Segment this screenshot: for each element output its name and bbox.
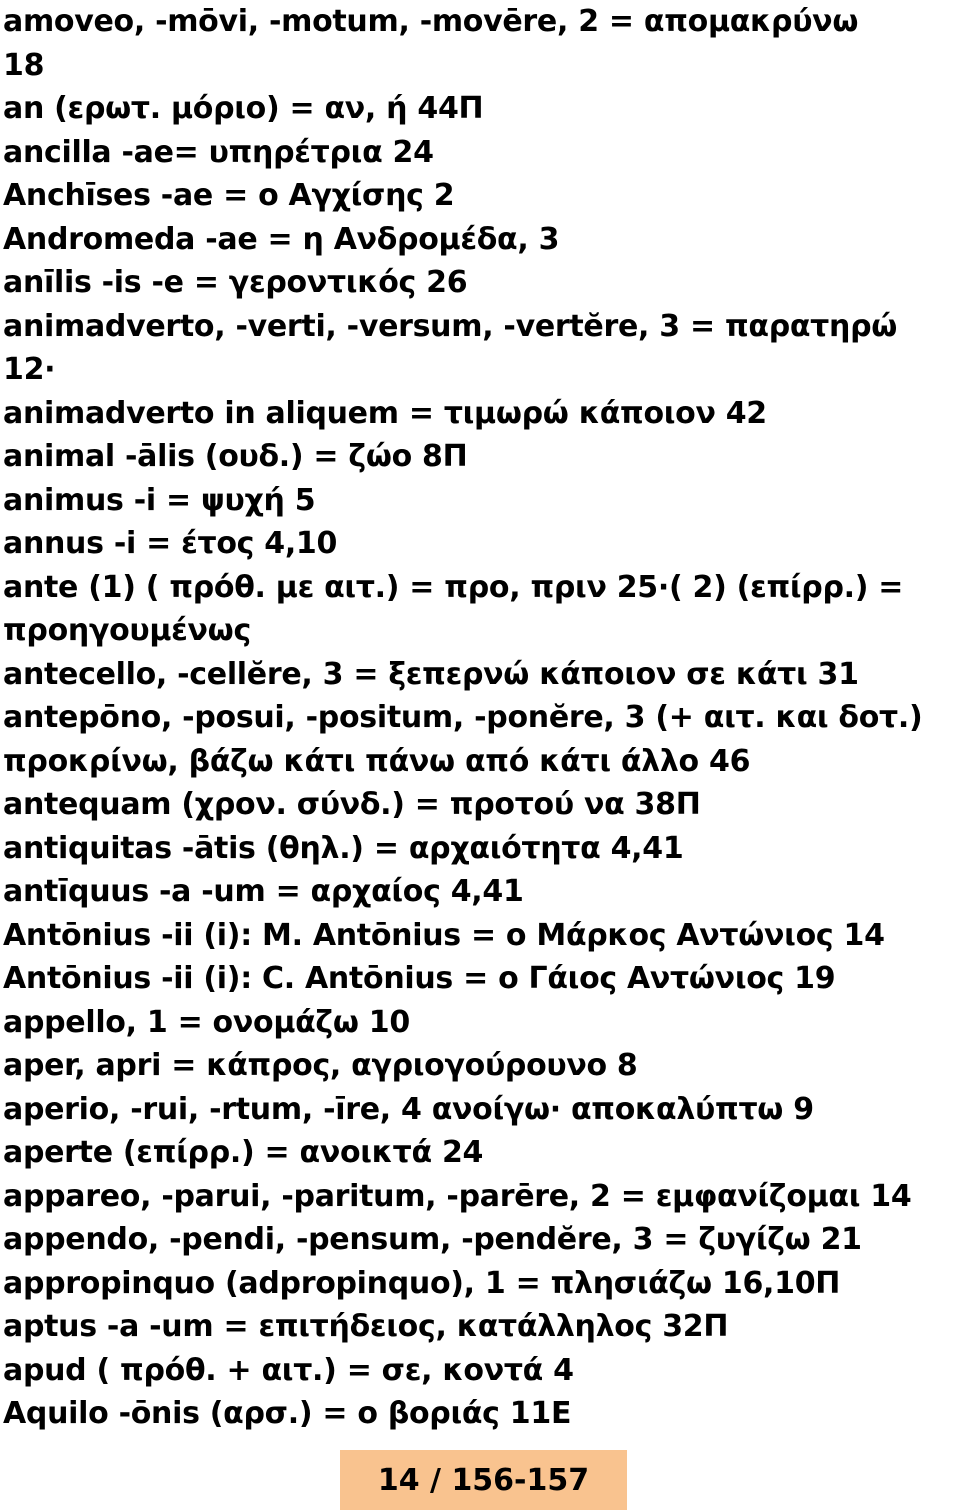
glossary-entry: Aquilo -ōnis (αρσ.) = ο βοριάς 11Ε <box>3 1396 572 1431</box>
glossary-entry: Anchīses -ae = ο Αγχίσης 2 <box>3 178 455 213</box>
glossary-entry: aper, apri = κάπρος, αγριογούρουνο 8 <box>3 1048 638 1083</box>
glossary-entry: animadverto, -verti, -versum, -vertĕre, 3 = παρατηρώ <box>3 308 898 344</box>
glossary-entry: προκρίνω, βάζω κάτι πάνω από κάτι άλλο 46 <box>3 743 751 779</box>
glossary-entry: antepōno, -posui, -positum, -ponĕre, 3 (+ αιτ. και δοτ.) <box>3 700 923 735</box>
glossary-entry: annus -i = έτος 4,10 <box>3 526 338 561</box>
glossary-entry: animus -i = ψυχή 5 <box>3 482 316 518</box>
glossary-entry: 18 <box>3 47 45 83</box>
glossary-entry: aperio, -rui, -rtum, -īre, 4 ανοίγω· αποκαλύπτω 9 <box>3 1091 814 1127</box>
glossary-entry: antecello, -cellĕre, 3 = ξεπερνώ κάποιον σε κάτι 31 <box>3 656 859 692</box>
glossary-entry: antīquus -a -um = αρχαίος 4,41 <box>3 874 524 909</box>
glossary-entry: προηγουμένως <box>3 613 251 648</box>
glossary-entry: Antōnius -ii (i): C. Antōnius = ο Γάιος Αντώνιος 19 <box>3 961 836 996</box>
glossary-entry: animal -ālis (ουδ.) = ζώο 8Π <box>3 439 468 474</box>
glossary-entry: Antōnius -ii (i): M. Antōnius = ο Μάρκος Αντώνιος 14 <box>3 917 885 953</box>
glossary-entry: apud ( πρόθ. + αιτ.) = σε, κοντά 4 <box>3 1352 574 1388</box>
glossary-entry: anīlis -is -e = γεροντικός 26 <box>3 265 468 300</box>
glossary-entry: animadverto in aliquem = τιμωρώ κάποιον 42 <box>3 395 767 431</box>
glossary-entry: aptus -a -um = επιτήδειος, κατάλληλος 32Π <box>3 1309 729 1344</box>
glossary-entry: appendo, -pendi, -pensum, -pendĕre, 3 = ζυγίζω 21 <box>3 1222 862 1257</box>
glossary-entry: Andromeda -ae = η Ανδρομέδα, 3 <box>3 221 560 257</box>
glossary-entry: appareo, -parui, -paritum, -parēre, 2 = εμφανίζομαι 14 <box>3 1178 912 1214</box>
glossary-entry: appello, 1 = ονομάζω 10 <box>3 1004 410 1040</box>
glossary-entry: an (ερωτ. μόριο) = αν, ή 44Π <box>3 91 484 126</box>
glossary-entry: appropinquo (adpropinquo), 1 = πλησιάζω 16,10Π <box>3 1265 841 1301</box>
glossary-entry: amoveo, -mōvi, -motum, -movēre, 2 = απομακρύνω <box>3 4 859 39</box>
page-indicator <box>340 1450 627 1510</box>
glossary-entries <box>3 0 958 1436</box>
page-indicator-label: 14 / 156-157 <box>377 1462 590 1498</box>
glossary-entry: antiquitas -ātis (θηλ.) = αρχαιότητα 4,41 <box>3 830 684 866</box>
glossary-entry: 12· <box>3 352 56 387</box>
glossary-entry: ante (1) ( πρόθ. με αιτ.) = προ, πριν 25·( 2) (επίρρ.) = <box>3 569 904 605</box>
glossary-entry: aperte (επίρρ.) = ανοικτά 24 <box>3 1135 484 1170</box>
glossary-entry: ancilla -ae= υπηρέτρια 24 <box>3 134 434 170</box>
glossary-entry: antequam (χρον. σύνδ.) = προτού να 38Π <box>3 787 701 822</box>
